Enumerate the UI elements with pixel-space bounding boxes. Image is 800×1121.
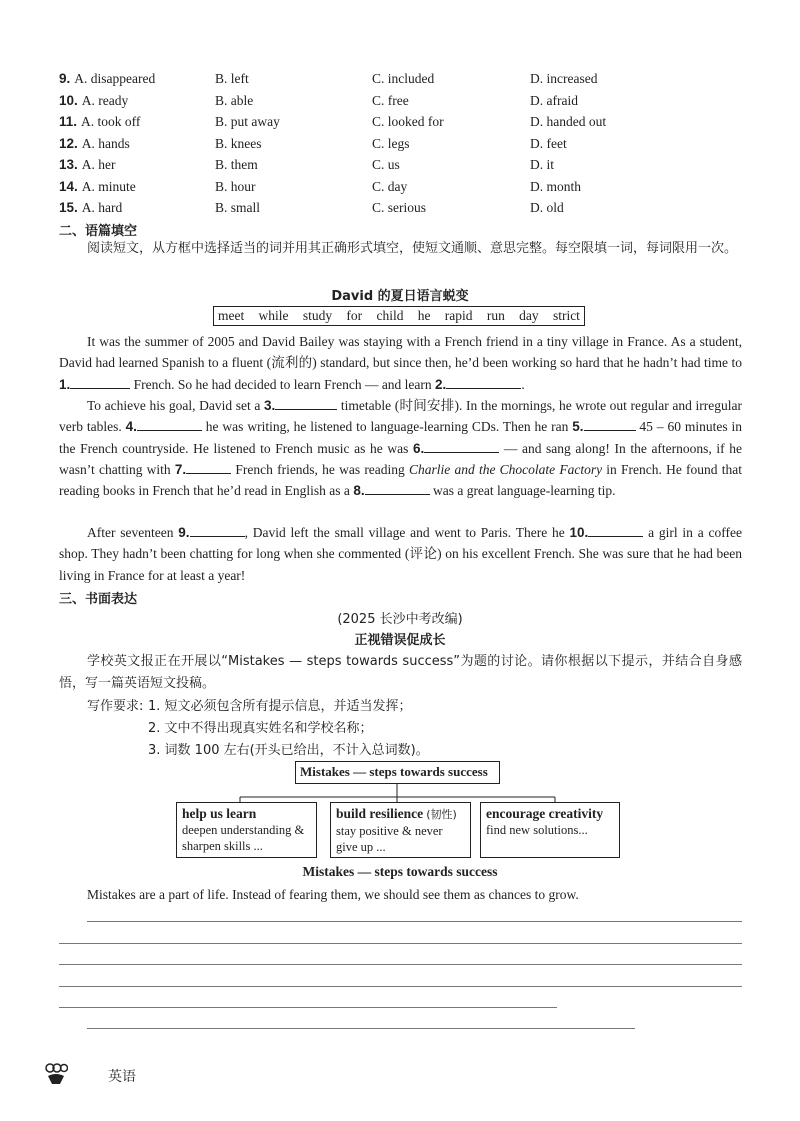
mc-option-b[interactable]: B. left	[215, 71, 249, 86]
writing-line[interactable]	[59, 964, 742, 965]
mc-option-text: A. hard	[81, 200, 123, 215]
footer-subject: 英语	[108, 1069, 136, 1085]
mc-question-number: 15.	[59, 200, 78, 215]
mc-option-c[interactable]: C. looked for	[372, 114, 444, 129]
mc-option-text: A. hands	[81, 135, 130, 151]
mc-option-d[interactable]: D. afraid	[530, 92, 578, 108]
mc-option-b[interactable]: B. them	[215, 157, 258, 172]
mc-option-d[interactable]: D. handed out	[530, 114, 607, 129]
requirement-3: 3. 词数 100 左右(开头已给出，不计入总词数)。	[148, 743, 429, 758]
diagram-branch-resilience: build resilience (韧性) stay positive & never give up ...	[330, 802, 471, 858]
mc-option-c[interactable]: C. day	[372, 178, 408, 194]
mc-option-d[interactable]: D. it	[530, 157, 555, 172]
mc-option-c[interactable]: C. legs	[372, 135, 410, 151]
diagram-root: Mistakes — steps towards success	[295, 761, 500, 784]
mc-question-number: 14.	[59, 178, 78, 194]
mc-option-c[interactable]: C. free	[372, 92, 409, 108]
mc-question-number: 13.	[59, 157, 78, 172]
essay-title: Mistakes — steps towards success	[302, 864, 498, 879]
mc-option-text: A. minute	[81, 178, 136, 194]
mc-option-d[interactable]: D. old	[530, 200, 564, 215]
mc-question-number: 11.	[59, 114, 78, 129]
mc-question-number: 12.	[59, 135, 78, 151]
mc-option-d[interactable]: D. feet	[530, 135, 567, 151]
requirement-1: 1. 短文必须包含所有提示信息，并适当发挥；	[148, 699, 412, 714]
mc-option-b[interactable]: B. small	[215, 200, 261, 215]
word-bank-item: while	[258, 308, 289, 323]
writing-line[interactable]	[59, 1007, 557, 1008]
mc-option-b[interactable]: B. put away	[215, 114, 280, 129]
mc-option-text: A. her	[81, 157, 116, 172]
word-bank-item: day	[519, 308, 539, 323]
mc-option-text: A. ready	[81, 92, 129, 108]
word-bank-item: for	[346, 308, 363, 323]
word-bank-item: he	[417, 308, 431, 323]
word-bank-item: meet	[218, 308, 245, 323]
writing-line[interactable]	[87, 921, 742, 922]
word-bank-item: child	[376, 308, 404, 323]
mc-option-d[interactable]: D. month	[530, 178, 582, 194]
word-bank-item: rapid	[444, 308, 473, 323]
essay-opening: Mistakes are a part of life. Instead of fearing them, we should see them as chances to grow.	[87, 887, 579, 902]
mc-option-text: A. disappeared	[74, 71, 156, 86]
requirements-label: 写作要求:	[87, 699, 144, 714]
mc-option-b[interactable]: B. hour	[215, 178, 256, 194]
section2-instruction: 阅读短文，从方框中选择适当的词并用其正确形式填空，使短文通顺、意思完整。每空限填一词，每词限用一次。	[87, 241, 738, 256]
passage-title: David 的夏日语言蜕变	[331, 289, 469, 304]
mc-question-number: 9.	[59, 71, 71, 86]
word-bank-item: study	[302, 308, 333, 323]
section2-heading: 二、语篇填空	[59, 224, 138, 239]
section3-heading: 三、书面表达	[59, 592, 138, 607]
mc-question-number: 10.	[59, 92, 78, 108]
writing-line[interactable]	[59, 943, 742, 944]
writing-line[interactable]	[59, 986, 742, 987]
section3-topic: 正视错误促成长	[354, 633, 446, 648]
diagram-branch-creativity: encourage creativity find new solutions...	[480, 802, 620, 858]
passage-paragraph-2: To achieve his goal, David set a 3. timetable (时间安排). In the mornings, he wrote out regular and irregular verb tables. 4. he was writing, he listened to language-learning CDs. Then he ran 5. 45 – 60 minutes in the French countryside. He listened to French music as he was 6. — and sang along! In the afternoons, if he wasn’t chatting with 7. French friends, he was reading Charlie and the Chocolate Factory in French. He found that reading books in French that he’d read in English as a 8. was a great language-learning tip.	[59, 395, 742, 501]
page-number-ornament	[44, 1062, 68, 1088]
mc-option-b[interactable]: B. able	[215, 92, 254, 108]
mc-option-c[interactable]: C. serious	[372, 200, 426, 215]
diagram-branch-learn: help us learn deepen understanding & sharpen skills ...	[176, 802, 317, 858]
writing-line[interactable]	[87, 1028, 635, 1029]
section3-intro: 学校英文报正在开展以“Mistakes — steps towards success”为题的讨论。请你根据以下提示，并结合自身感悟，写一篇英语短文投稿。	[59, 654, 742, 691]
mc-option-c[interactable]: C. included	[372, 71, 435, 86]
section3-source: (2025 长沙中考改编)	[337, 612, 463, 627]
passage-paragraph-1: It was the summer of 2005 and David Bailey was staying with a French friend in a tiny village in France. As a student, David had learned Spanish to a fluent (流利的) standard, but since then, he’d been working so hard that he hadn’t had time to 1. French. So he had decided to learn French — and learn 2. .	[59, 334, 742, 392]
mc-option-c[interactable]: C. us	[372, 157, 400, 172]
word-bank-item: run	[486, 308, 505, 323]
word-bank-item: strict	[552, 308, 580, 323]
mc-option-d[interactable]: D. increased	[530, 71, 598, 86]
mc-option-text: A. took off	[81, 114, 141, 129]
requirement-2: 2. 文中不得出现真实姓名和学校名称；	[148, 721, 373, 736]
mc-option-b[interactable]: B. knees	[215, 135, 262, 151]
passage-paragraph-3: After seventeen 9. , David left the small village and went to Paris. There he 10. a girl in a coffee shop. They hadn’t been chatting for long when she commented (评论) on his excellent French. She was sure that he had been living in France for at least a year!	[59, 522, 742, 586]
